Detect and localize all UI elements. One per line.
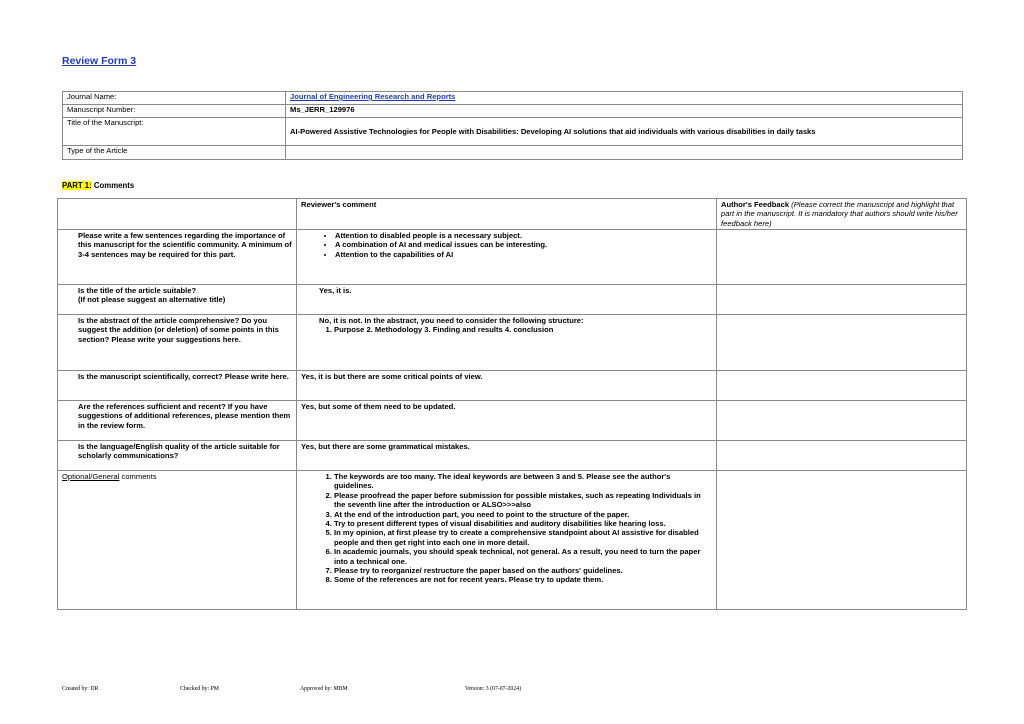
part1-heading xyxy=(62,181,134,190)
list-item: 1. Purpose 2. Methodology 3. Finding and results 4. conclusion xyxy=(334,325,712,334)
question-language: Is the language/English quality of the article suitable for scholarly communications? xyxy=(58,441,297,471)
list-item: 5. In my opinion, at first please try to create a comprehensive standpoint about AI assistive for disabled people and then get right into each one in more detail. xyxy=(334,528,712,547)
info-row-manuscript-number xyxy=(63,105,963,118)
footer-created-by: Created by: DR xyxy=(62,686,99,692)
row-language xyxy=(58,441,967,471)
author-feedback-header xyxy=(717,199,967,230)
footer-version: Version: 3 (07-07-2024) xyxy=(465,686,522,692)
row-scientific xyxy=(58,371,967,401)
form-title: Review Form 3 xyxy=(62,55,137,67)
list-item: • A combination of AI and medical issues can be interesting. xyxy=(335,240,712,249)
optional-comments-list xyxy=(319,472,712,585)
optional-label-underlined: Optional/General xyxy=(62,472,120,481)
manuscript-number-value: Ms_JERR_129976 xyxy=(286,105,963,118)
feedback-optional[interactable] xyxy=(717,471,967,610)
row-abstract xyxy=(58,315,967,371)
row-optional xyxy=(58,471,967,610)
list-item: 4. Try to present different types of visual disabilities and auditory disabilities like hearing loss. xyxy=(334,519,712,528)
row-references xyxy=(58,401,967,441)
question-abstract: Is the abstract of the article comprehensive? Do you suggest the addition (or deletion) of some points in this section? Please write your suggestions here. xyxy=(58,315,297,371)
list-item: 2. Please proofread the paper before submission for possible mistakes, such as repeating Individuals in the seventh line after the introduction or ALSO>>>also xyxy=(334,491,712,510)
list-item: 6. In academic journals, you should speak technical, not general. As a result, you need to turn the paper into a technical one. xyxy=(334,547,712,566)
journal-label: Journal Name: xyxy=(63,92,286,105)
feedback-abstract[interactable] xyxy=(717,315,967,371)
question-references: Are the references sufficient and recent? If you have suggestions of additional references, please mention them in the review form. xyxy=(58,401,297,441)
part1-suffix: Comments xyxy=(91,181,135,190)
footer-checked-by: Checked by: PM xyxy=(180,686,219,692)
author-feedback-instruction: (Please correct the manuscript and highlight that part in the manuscript. It is mandatory that authors should write his/her feedback here) xyxy=(721,200,958,228)
list-item: 8. Some of the references are not for recent years. Please try to update them. xyxy=(334,575,712,584)
question-importance: Please write a few sentences regarding the importance of this manuscript for the scientific community. A minimum of 3-4 sentences may be required for this part. xyxy=(58,230,297,285)
question-scientific: Is the manuscript scientifically, correct? Please write here. xyxy=(58,371,297,401)
manuscript-title-value: AI-Powered Assistive Technologies for People with Disabilities: Developing AI solutions that aid individuals with various disabilities in daily tasks xyxy=(286,118,963,146)
comments-header-row xyxy=(58,199,967,230)
article-type-label: Type of the Article xyxy=(63,146,286,160)
answer-references: Yes, but some of them need to be updated. xyxy=(297,401,717,441)
answer-scientific: Yes, it is but there are some critical points of view. xyxy=(297,371,717,401)
question-title xyxy=(58,285,297,315)
answer-optional xyxy=(297,471,717,610)
list-item: • Attention to the capabilities of AI xyxy=(335,250,712,259)
optional-comments-label xyxy=(58,471,297,610)
row-title xyxy=(58,285,967,315)
answer-abstract-line1: No, it is not. In the abstract, you need to consider the following structure: xyxy=(319,316,584,325)
list-item: 7. Please try to reorganize/ restructure the paper based on the authors' guidelines. xyxy=(334,566,712,575)
article-type-value xyxy=(286,146,963,160)
header-empty-cell xyxy=(58,199,297,230)
manuscript-title-label: Title of the Manuscript: xyxy=(63,118,286,146)
answer-abstract xyxy=(297,315,717,371)
info-row-title xyxy=(63,118,963,146)
comments-table xyxy=(57,198,967,610)
importance-bullet-list xyxy=(319,231,712,259)
answer-language: Yes, but there are some grammatical mistakes. xyxy=(297,441,717,471)
answer-title: Yes, it is. xyxy=(297,285,717,315)
manuscript-info-table xyxy=(62,91,963,160)
row-importance xyxy=(58,230,967,285)
question-title-line2: (If not please suggest an alternative title) xyxy=(78,295,226,305)
feedback-importance[interactable] xyxy=(717,230,967,285)
info-row-journal xyxy=(63,92,963,105)
optional-label-rest: comments xyxy=(119,472,157,481)
info-row-article-type xyxy=(63,146,963,160)
list-item: 1. The keywords are too many. The ideal keywords are between 3 and 5. Please see the author's guidelines. xyxy=(334,472,712,491)
list-item: 3. At the end of the introduction part, you need to point to the structure of the paper. xyxy=(334,510,712,519)
footer-approved-by: Approved by: MBM xyxy=(300,686,348,692)
abstract-structure-list xyxy=(319,325,712,334)
answer-importance xyxy=(297,230,717,285)
journal-name-link[interactable]: Journal of Engineering Research and Reports xyxy=(290,92,456,101)
list-item: • Attention to disabled people is a necessary subject. xyxy=(335,231,712,240)
question-title-line1: Is the title of the article suitable? xyxy=(78,286,197,295)
feedback-scientific[interactable] xyxy=(717,371,967,401)
reviewer-comment-header: Reviewer's comment xyxy=(297,199,717,230)
author-feedback-title: Author's Feedback xyxy=(721,200,790,209)
feedback-references[interactable] xyxy=(717,401,967,441)
feedback-title[interactable] xyxy=(717,285,967,315)
manuscript-number-label: Manuscript Number: xyxy=(63,105,286,118)
feedback-language[interactable] xyxy=(717,441,967,471)
part1-label: PART 1: xyxy=(62,181,92,190)
